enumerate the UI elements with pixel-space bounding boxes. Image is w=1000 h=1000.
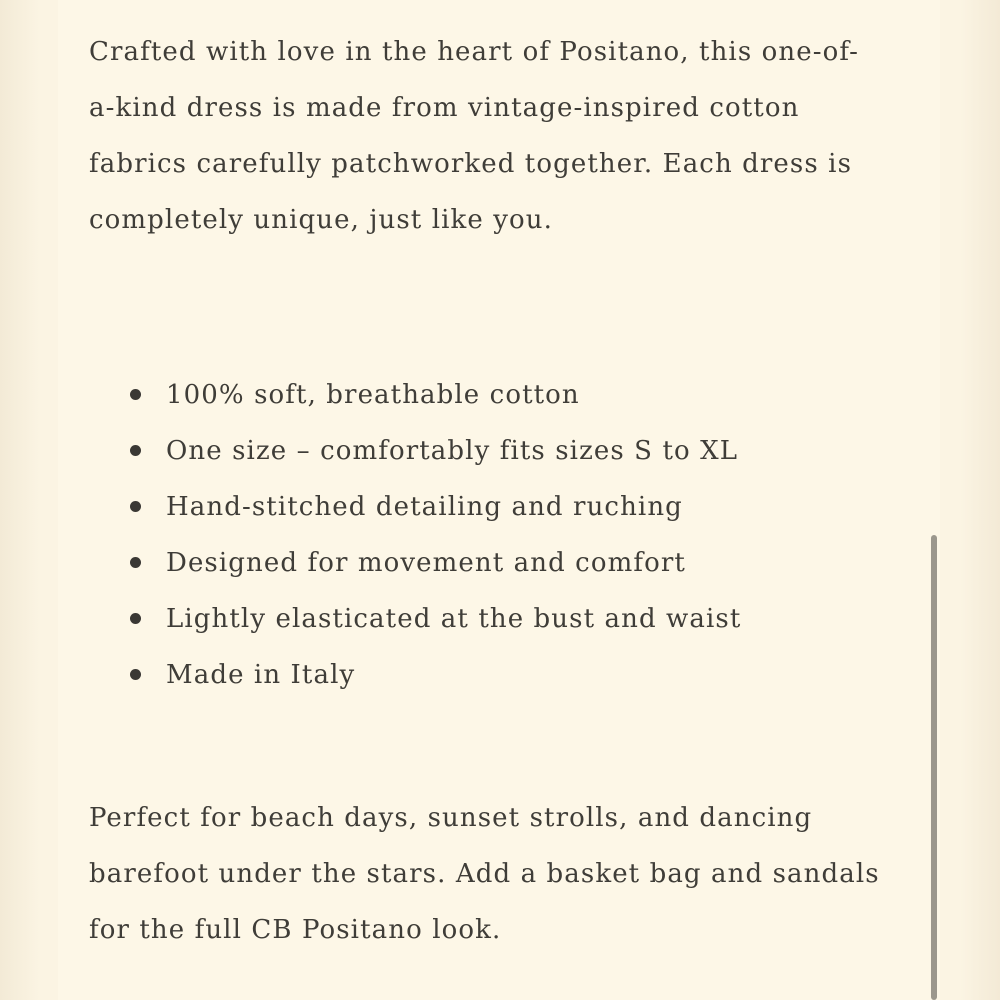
outro-paragraph: Perfect for beach days, sunset strolls, and dancing barefoot under the stars. Add a basket bag and sandals for the full CB Positano look. — [89, 803, 880, 945]
feature-text: Designed for movement and comfort — [166, 548, 686, 578]
bullet-icon — [130, 445, 141, 456]
intro-paragraph: Crafted with love in the heart of Positano, this one-of-a-kind dress is made from vintage-inspired cotton fabrics carefully patchworked together. Each dress is completely unique, just like you. — [89, 37, 860, 235]
list-item — [89, 591, 741, 647]
list-item — [89, 535, 741, 591]
feature-text: Hand-stitched detailing and ruching — [166, 492, 683, 522]
bullet-icon — [130, 389, 141, 400]
bullet-icon — [130, 613, 141, 624]
feature-list — [89, 367, 741, 703]
feature-text: One size – comfortably fits sizes S to XL — [166, 436, 739, 466]
bullet-icon — [130, 557, 141, 568]
scrollbar-thumb[interactable] — [931, 535, 937, 1000]
feature-text: Lightly elasticated at the bust and waist — [166, 604, 742, 634]
feature-text: Made in Italy — [166, 660, 356, 690]
bullet-icon — [130, 669, 141, 680]
list-item — [89, 479, 741, 535]
bullet-icon — [130, 501, 141, 512]
list-item — [89, 423, 741, 479]
feature-text: 100% soft, breathable cotton — [166, 380, 580, 410]
list-item — [89, 367, 741, 423]
list-item — [89, 647, 741, 703]
